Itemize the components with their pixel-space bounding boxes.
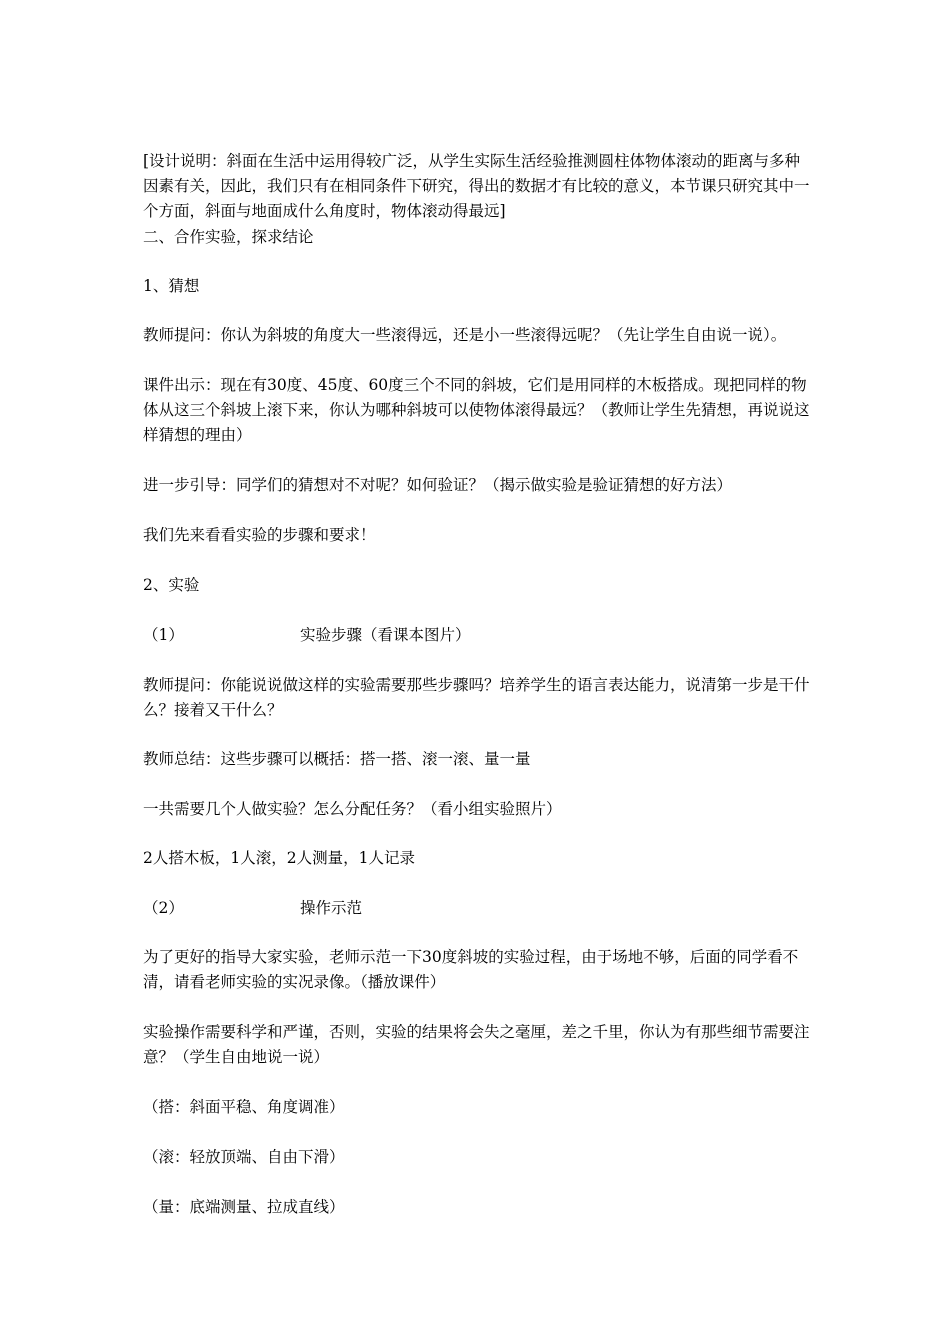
step-1-number: （1） (143, 626, 184, 644)
paragraph-gun: （滚：轻放顶端、自由下滑） (143, 1148, 345, 1166)
design-note: [设计说明：斜面在生活中运用得较广泛，从学生实际生活经验推测圆柱体物体滚动的距离与多种因素有关，因此，我们只有在相同条件下研究，得出的数据才有比较的意义，本节课只研究其中一个方面，斜面与地面成什么角度时，物体滚动得最远] (143, 152, 810, 220)
subheading-guess: 1、猜想 (143, 277, 200, 295)
paragraph-teacher-question: 教师提问：你认为斜坡的角度大一些滚得远，还是小一些滚得远呢？（先让学生自由说一说）。 (143, 326, 787, 344)
section-heading: 二、合作实验，探求结论 (143, 228, 314, 246)
paragraph-guide: 进一步引导：同学们的猜想对不对呢？如何验证？（揭示做实验是验证猜想的好方法） (143, 476, 733, 494)
subheading-experiment: 2、实验 (143, 576, 200, 594)
paragraph-courseware: 课件出示：现在有30度、45度、60度三个不同的斜坡，它们是用同样的木板搭成。现把同样的物体从这三个斜坡上滚下来，你认为哪种斜坡可以使物体滚得最远？（教师让学生先猜想，再说说这样猜想的理由） (143, 376, 810, 444)
paragraph-assign: 2人搭木板，1人滚，2人测量，1人记录 (143, 849, 415, 867)
paragraph-da: （搭：斜面平稳、角度调准） (143, 1098, 345, 1116)
paragraph-summary: 教师总结：这些步骤可以概括：搭一搭、滚一滚、量一量 (143, 750, 531, 768)
paragraph-rigor: 实验操作需要科学和严谨，否则，实验的结果将会失之毫厘，差之千里，你认为有那些细节需要注意？（学生自由地说一说） (143, 1023, 810, 1066)
step-2-number: （2） (143, 899, 184, 917)
paragraph-look-steps: 我们先来看看实验的步骤和要求！ (143, 526, 376, 544)
step-2-line (143, 896, 362, 921)
paragraph-liang: （量：底端测量、拉成直线） (143, 1198, 345, 1216)
step-1-line (143, 623, 471, 648)
paragraph-people: 一共需要几个人做实验？怎么分配任务？（看小组实验照片） (143, 800, 562, 818)
paragraph-demo: 为了更好的指导大家实验，老师示范一下30度斜坡的实验过程，由于场地不够，后面的同学看不清，请看老师实验的实况录像。（播放课件） (143, 948, 799, 991)
step-1-label: 实验步骤（看课本图片） (300, 626, 471, 644)
paragraph-teacher-question-2: 教师提问：你能说说做这样的实验需要那些步骤吗？培养学生的语言表达能力，说清第一步是干什么？接着又干什么？ (143, 676, 810, 719)
step-2-label: 操作示范 (300, 899, 363, 917)
